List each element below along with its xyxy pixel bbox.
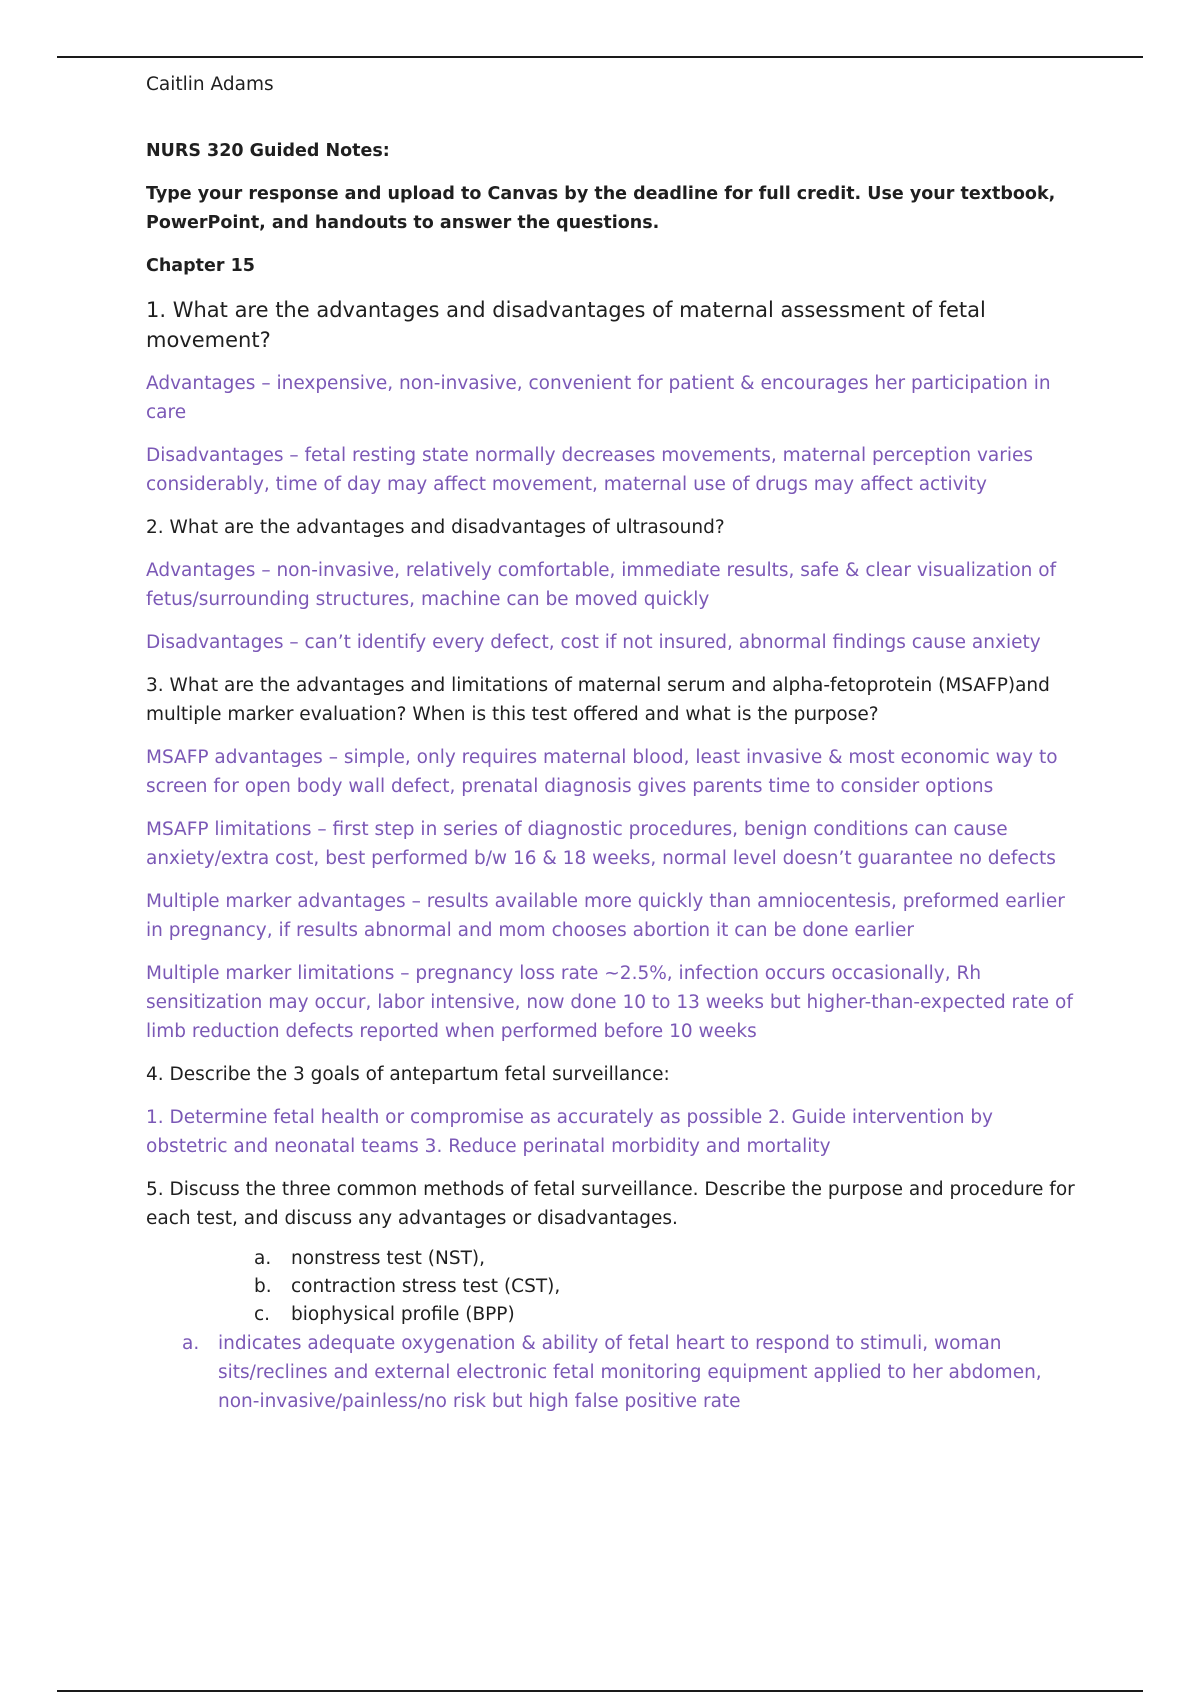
answer-1-disadvantages: Disadvantages – fetal resting state normally decreases movements, maternal perception varies considerably, time of day may affect movement, maternal use of drugs may affect activity [146,445,1034,495]
instructions: Type your response and upload to Canvas by the deadline for full credit. Use your textbook, PowerPoint, and handouts to answer the questions. [146,184,1056,233]
list-item-text: nonstress test (NST), [291,1248,486,1269]
answer-3-marker-advantages: Multiple marker advantages – results available more quickly than amniocentesis, preformed earlier in pregnancy, if results abnormal and mom chooses abortion it can be done earlier [146,891,1065,941]
answer-3-msafp-limitations: MSAFP limitations – first step in series of diagnostic procedures, benign conditions can cause anxiety/extra cost, best performed b/w 16 & 18 weeks, normal level doesn’t guarantee no defects [146,819,1056,869]
list-item-text: contraction stress test (CST), [291,1276,561,1297]
answer-5-nst: indicates adequate oxygenation & ability of fetal heart to respond to stimuli, woman sits/reclines and external electronic fetal monitoring equipment applied to her abdomen, non-invasive/painless/no risk but high false positive rate [218,1333,1042,1412]
footer-rule [57,1690,1143,1692]
list-item [254,1245,1076,1273]
surveillance-methods-list [146,1245,1076,1329]
course-title: NURS 320 Guided Notes: [146,141,390,161]
question-1: 1. What are the advantages and disadvantages of maternal assessment of fetal movement? [146,298,986,352]
answer-3-msafp-advantages: MSAFP advantages – simple, only requires maternal blood, least invasive & most economic way to screen for open body wall defect, prenatal diagnosis gives parents time to consider options [146,747,1058,797]
chapter-heading: Chapter 15 [146,256,255,276]
question-2: 2. What are the advantages and disadvantages of ultrasound? [146,517,725,538]
answer-3-marker-limitations: Multiple marker limitations – pregnancy loss rate ~2.5%, infection occurs occasionally, Rh sensitization may occur, labor intensive, now done 10 to 13 weeks but higher-than-expected rate of limb reduction defects reported when performed before 10 weeks [146,963,1073,1042]
answer-2-disadvantages: Disadvantages – can’t identify every defect, cost if not insured, abnormal findings cause anxiety [146,632,1041,653]
question-5: 5. Discuss the three common methods of fetal surveillance. Describe the purpose and procedure for each test, and discuss any advantages or disadvantages. [146,1179,1075,1229]
list-item [182,1329,1076,1416]
answer-5-list [146,1329,1076,1416]
question-4: 4. Describe the 3 goals of antepartum fetal surveillance: [146,1064,670,1085]
list-item [254,1273,1076,1301]
list-item-text: biophysical profile (BPP) [291,1304,515,1325]
list-marker: b. [254,1276,272,1297]
header-rule [57,56,1143,58]
answer-2-advantages: Advantages – non-invasive, relatively comfortable, immediate results, safe & clear visualization of fetus/surrounding structures, machine can be moved quickly [146,560,1057,610]
document-body [146,70,1076,1416]
list-item [254,1301,1076,1329]
list-marker: a. [182,1333,200,1354]
list-marker: c. [254,1304,271,1325]
answer-1-advantages: Advantages – inexpensive, non-invasive, convenient for patient & encourages her participation in care [146,373,1051,423]
question-3: 3. What are the advantages and limitations of maternal serum and alpha-fetoprotein (MSAFP)and multiple marker evaluation? When is this test offered and what is the purpose? [146,675,1050,725]
answer-4-goals: 1. Determine fetal health or compromise as accurately as possible 2. Guide intervention by obstetric and neonatal teams 3. Reduce perinatal morbidity and mortality [146,1107,994,1157]
list-marker: a. [254,1248,272,1269]
author-name: Caitlin Adams [146,74,274,95]
